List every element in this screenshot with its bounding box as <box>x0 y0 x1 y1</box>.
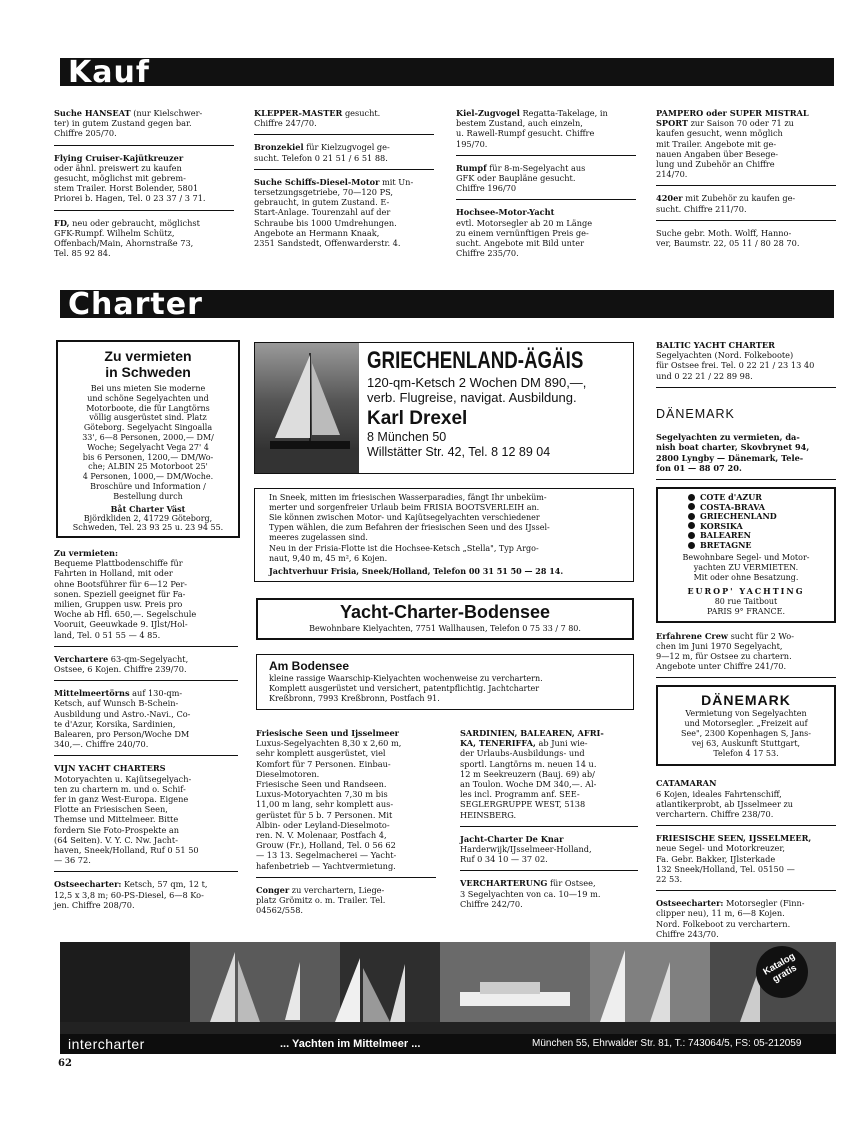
bullet-dot-icon <box>688 503 695 510</box>
intercharter-banner <box>60 942 836 1054</box>
classified-ad: Bronzekiel für Kielzugvogel ge- sucht. Telefon 0 21 51 / 6 51 88. <box>254 142 434 169</box>
daenemark-title: DÄNEMARK <box>656 407 735 422</box>
europ-yachting-box <box>656 487 836 623</box>
classified-ad: Flying Cruiser-Kajütkreuzer oder ähnl. preiswert zu kaufen gesucht, möglichst mit gebrem- stem Trailer. Horst Bolender, 5801 Priorei b. Hagen, Tel. 0 23 37 / 3 71. <box>54 153 234 211</box>
europ-place-label: COTE d'AZUR <box>700 492 762 503</box>
charter-right-column <box>656 340 836 952</box>
classified-ad: Conger zu verchartern, Liege- platz Grömitz o. m. Trailer. Tel. 04562/558. <box>256 884 386 916</box>
classified-ad: VIJN YACHT CHARTERS Motoryachten u. Kajütsegelyach- ten zu chartern m. und o. Schif- fer in ganz West-Europa. Eigene Flotte an Friesischen Seen, Themse und Mittelmeer. Bitte fordern Sie Foto-Prospekte an (64 Seiten). V. Y. C. Nw. Jacht- haven, Sneek/Holland, Ruf 0 51 50 — 36 72. <box>54 763 238 872</box>
daenemark-box <box>656 685 836 766</box>
classified-ad: FRIESISCHE SEEN, IJSSELMEER, neue Segel- und Motorkreuzer, Fa. Gebr. Bakker, IJlsterkade 132 Sneek/Holland, Tel. 05150 — 22 53. <box>656 833 836 891</box>
classified-ad: KLEPPER-MASTER gesucht. Chiffre 247/70. <box>254 108 434 135</box>
classified-ad: Erfahrene Crew sucht für 2 Wo- chen im Juni 1970 Segelyacht, 9—12 m, für Ostsee zu chartern. Angebote unter Chiffre 241/70. <box>656 631 836 679</box>
frisia-body: In Sneek, mitten im friesischen Wasserparadies, fängt Ihr unbeküm- merter und sorgenfreier Urlaub beim FRISIA BOOTSVERLEIH an. Sie können zwischen Motor- und Kajütsegelyachten verschiedener Typen wählen, die zum Befahren der friesischen Seen und des IJssel- meeres zugelassen sind. <box>269 493 550 542</box>
europ-place-label: BRETAGNE <box>700 540 752 550</box>
frisia-new: Neu in der Frisia-Flotte ist die Hochsee-Ketsch „Stella", Typ Argo- naut, 9,40 m, 45 m², 6 Kojen. <box>269 544 539 563</box>
charter-heading: Charter <box>68 287 203 322</box>
classified-ad: Zu vermieten: Bequeme Plattbodenschiffe für Fahrten in Holland, mit oder ohne Bootsführer für 6—12 Per- sonen. Speziell geeignet für Fa- milien, Gruppen usw. Preis pro Woche ab Hfl. 650,—. Segelschule Vooruit, Geeuwkade 9. IJlst/Hol- land, Tel. 0 51 55 — 4 85. <box>54 548 238 647</box>
schweden-title: Zu vermieten in Schweden <box>104 348 192 380</box>
classified-ad: Suche Schiffs-Diesel-Motor mit Un- tersetzungsgetriebe, 70—120 PS, gebraucht, in gutem Zustand. E- Start-Anlage. Tourenzahl auf der Schraube bis 1000 Umdrehungen. Angebote an Hermann Knaak, 2351 Sandstedt, Offenwarderstr. 4. <box>254 176 414 249</box>
schweden-body: Bei uns mieten Sie moderne und schöne Segelyachten und Motorboote, die für Langtörns völlig ausgerüstet sind. Platz Göteborg. Segelyacht Singoalla 33', 6—8 Personen, 2000,— DM/ Woche; Segelyacht Vega 27' 4 bis 6 Personen, 1200,— DM/Wo- che; ALBIN 25 Motorboot 25' 4 Personen, 1000,— DM/Woche. Broschüre und Information / Bestellung durch <box>82 384 214 501</box>
classified-ad: FD, neu oder gebraucht, möglichst GFK-Rumpf. Wilhelm Schütz, Offenbach/Main, Ahornstraße 73, Tel. 85 92 84. <box>54 217 200 259</box>
classified-ad: Rumpf für 8-m-Segelyacht aus GFK oder Baupläne gesucht. Chiffre 196/70 <box>456 163 636 201</box>
kauf-column-3 <box>456 108 636 271</box>
classified-ad: SARDINIEN, BALEAREN, AFRI- KA, TENERIFFA, ab Juni wie- der Urlaubs-Ausbildungs- und sportl. Langtörns m. neuen 14 u. 12 m Seekreuzern (Bauj. 69) ab/ an Toulon. Woche DM 340,—. Al- les incl. Programm anf. SEE- SEGLERGRUPPE WEST, 5138 HEINSBERG. <box>460 728 638 827</box>
daenemark-text: Segelyachten zu vermieten, da- nish boat charter, Skovbrynet 94, 2800 Lyngby — Dänemark, Tele- fon 01 — 88 07 20. <box>656 432 810 473</box>
katalog-badge-text: Katalog gratis <box>761 950 799 985</box>
griechenland-addr2: Willstätter Str. 42, Tel. 8 12 89 04 <box>367 445 551 459</box>
am-bodensee-text: kleine rassige Waarschip-Kielyachten wochenweise zu verchartern. Komplett ausgerüstet und versichert, patentpflichtig. Jachtcharter Kreßbronn, 7993 Kreßbronn, Postfach 91. <box>269 674 543 703</box>
kauf-heading: Kauf <box>68 55 150 90</box>
europ-brand: EUROP' YACHTING <box>687 585 805 596</box>
sailing-photo-collage <box>60 942 836 1034</box>
griechenland-addr1: 8 München 50 <box>367 430 447 444</box>
bullet-dot-icon <box>688 532 695 539</box>
europ-place-label: BALEAREN <box>700 530 751 541</box>
bodensee-charter-box <box>256 598 634 640</box>
daenemark-ad <box>656 395 836 480</box>
classified-ad: Verchartere 63-qm-Segelyacht, Ostsee, 6 Kojen. Chiffre 239/70. <box>54 654 238 681</box>
classified-ad: Jacht-Charter De Knar Harderwijk/IJsselmeer-Holland, Ruf 0 34 10 — 37 02. <box>460 834 638 872</box>
schweden-company: Båt Charter Väst <box>110 503 186 514</box>
classified-ad: Friesische Seen und Ijsselmeer Luxus-Segelyachten 8,30 x 2,60 m, sehr komplett ausgerüstet, viel Komfort für 7 Personen. Einbau- Dieselmotoren. Friesische Seen und Randseen. Luxus-Motoryachten 7,30 m bis 11,00 m lang, sehr komplett aus- gerüstet für 5 b. 7 Personen. Mit Albin- oder Leyland-Dieselmoto- ren. N. V. Molenaar, Postfach 4, Grouw (Fr.), Holland, Tel. 0 56 62 — 13 13. Segelmacherei — Yacht- hafenbetrieb — Yachtvermietung. <box>256 728 436 878</box>
page-number: 62 <box>58 1058 72 1069</box>
bodensee-charter-title: Yacht-Charter-Bodensee <box>339 602 551 622</box>
classified-ad: VERCHARTERUNG für Ostsee, 3 Segelyachten von ca. 10—19 m. Chiffre 242/70. <box>460 878 601 909</box>
schweden-address: Björdkliden 2, 41729 Göteborg, Schweden, Tel. 23 93 25 u. 23 94 55. <box>72 513 224 533</box>
classified-ad: Ostseecharter: Ketsch, 57 qm, 12 t, 12,5 x 3,8 m; 60-PS-Diesel, 6—8 Ko- jen. Chiffre 208/70. <box>54 879 208 910</box>
griechenland-title: GRIECHENLAND-ÄGÄIS <box>367 347 584 374</box>
frisia-ad-box <box>254 488 634 582</box>
europ-place-label: KORSIKA <box>700 520 743 531</box>
charter-section-band <box>60 287 834 322</box>
frisia-footer: Jachtverhuur Frisia, Sneek/Holland, Telefon 00 31 51 50 — 28 14. <box>269 566 564 576</box>
classified-ad: Kiel-Zugvogel Regatta-Takelage, in bestem Zustand, auch einzeln, u. Rawell-Rumpf gesucht. Chiffre 195/70. <box>456 108 636 156</box>
classified-ad: Ostseecharter: Motorsegler (Finn- clipper neu), 11 m, 6—8 Kojen. Nord. Folkeboot zu verchartern. Chiffre 243/70. <box>656 898 805 939</box>
kauf-column-1 <box>54 108 234 271</box>
intercharter-slogan: ... Yachten im Mittelmeer ... <box>280 1038 421 1050</box>
daenemark-box-text: Vermietung von Segelyachten und Motorsegler. „Freizeit auf See", 2300 Kopenhagen S, Jans- vej 63, Auskunft Stuttgart, Telefon 4 17 53. <box>681 709 811 759</box>
am-bodensee-box <box>256 654 634 710</box>
daenemark-box-title: DÄNEMARK <box>701 692 791 709</box>
charter-mid-column-3 <box>460 728 638 922</box>
classified-ad: Suche HANSEAT (nur Kielschwer- ter) in gutem Zustand gegen bar. Chiffre 205/70. <box>54 108 234 146</box>
schweden-ad-box <box>56 340 240 538</box>
europ-places-list <box>666 493 826 551</box>
charter-mid-column-2 <box>256 728 436 928</box>
griechenland-name: Karl Drexel <box>367 408 468 429</box>
classified-ad: 420er mit Zubehör zu kaufen ge- sucht. Chiffre 211/70. <box>656 193 836 220</box>
intercharter-address: München 55, Ehrwalder Str. 81, T.: 743064/5, FS: 05-212059 <box>532 1038 802 1049</box>
intercharter-brand: intercharter <box>68 1036 145 1052</box>
sailboat-photo <box>255 343 359 473</box>
kauf-column-4 <box>656 108 836 261</box>
kauf-column-2 <box>254 108 434 261</box>
classified-ad: CATAMARAN 6 Kojen, ideales Fahrtenschiff, atlantikerprobt, ab IJsselmeer zu verchartern. Chiffre 238/70. <box>656 778 836 826</box>
bullet-dot-icon <box>688 522 695 529</box>
classified-ad: Mittelmeertörns auf 130-qm- Ketsch, auf Wunsch B-Schein- Ausbildung und Astro.-Navi., Co- te d'Azur, Korsika, Sardinien, Balearen, pro Person/Woche DM 340,—. Chiffre 240/70. <box>54 688 238 756</box>
classified-ad: Suche gebr. Moth. Wolff, Hanno- ver, Baumstr. 22, 05 11 / 80 28 70. <box>656 227 800 249</box>
europ-address: 80 rue Taitbout PARIS 9° FRANCE. <box>706 596 786 616</box>
classified-ad: PAMPERO oder SUPER MISTRAL SPORT zur Saison 70 oder 71 zu kaufen gesucht, wenn möglich mit Trailer. Angebote mit ge- nauen Angaben über Besege- lung und Zubehör an Chiffre 214/70. <box>656 108 836 186</box>
griechenland-ad-box <box>254 342 634 474</box>
europ-place-label: COSTA-BRAVA <box>700 501 765 512</box>
europ-body: Bewohnbare Segel- und Motor- yachten ZU VERMIETEN. Mit oder ohne Besatzung. <box>682 552 810 582</box>
europ-place-item <box>688 541 826 551</box>
classified-ad: BALTIC YACHT CHARTER Segelyachten (Nord. Folkeboote) für Ostsee frei. Tel. 0 22 21 / 23 13 40 und 0 22 21 / 22 89 98. <box>656 340 836 388</box>
griechenland-line1: 120-qm-Ketsch 2 Wochen DM 890,—, <box>367 375 587 390</box>
classified-ad: Hochsee-Motor-Yacht evtl. Motorsegler ab 20 m Länge zu einem vernünftigen Preis ge- sucht. Angebote mit Bild unter Chiffre 235/70. <box>456 207 593 259</box>
griechenland-line2: verb. Flugreise, navigat. Ausbildung. <box>367 390 577 405</box>
europ-place-label: GRIECHENLAND <box>700 511 777 522</box>
bullet-dot-icon <box>688 494 695 501</box>
bullet-dot-icon <box>688 513 695 520</box>
sailboat-icon <box>255 343 359 473</box>
bullet-dot-icon <box>688 542 695 549</box>
kauf-section-band <box>60 55 834 90</box>
bodensee-charter-sub: Bewohnbare Kielyachten, 7751 Wallhausen, Telefon 0 75 33 / 7 80. <box>309 624 581 633</box>
charter-left-column <box>54 548 238 923</box>
am-bodensee-title: Am Bodensee <box>269 659 350 673</box>
